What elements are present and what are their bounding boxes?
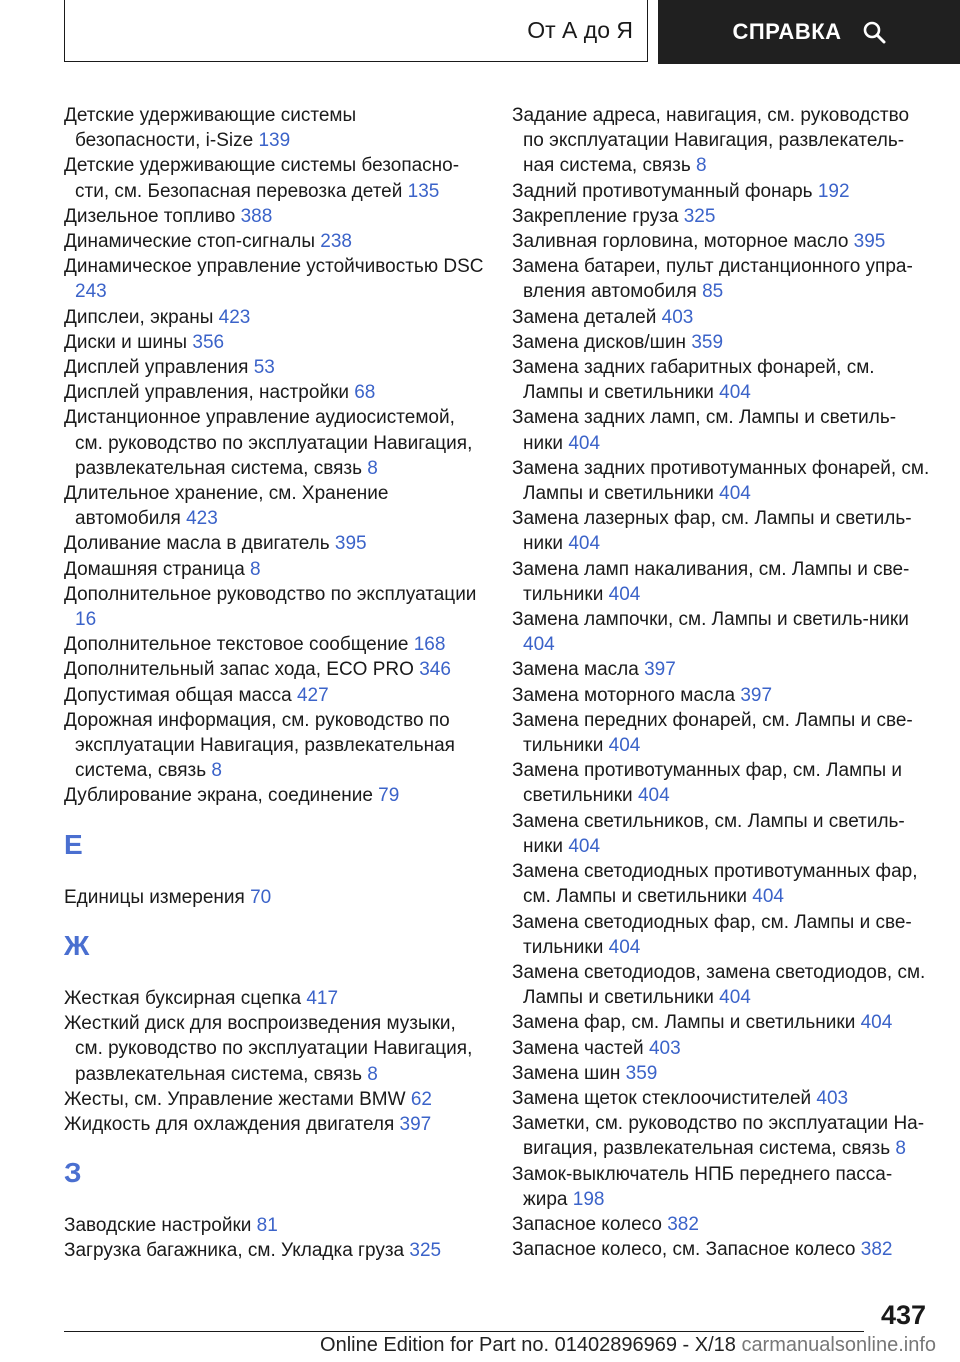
index-entry-text: Замена противотуманных фар, см. Лампы и светильники [512,760,902,807]
index-column-left [64,103,484,1264]
page-reference-link[interactable]: 53 [253,357,275,379]
index-entry [512,229,932,254]
index-entry [512,405,932,455]
index-entry-text: Жесткий диск для воспроизведения музыки, см. руководство по эксплуатации Навигация, развлекательная система, связь [64,1013,473,1085]
page-reference-link[interactable]: 404 [637,785,670,807]
index-entry [512,456,932,506]
index-entry-text: Замена деталей [512,306,662,328]
index-entry [64,683,484,708]
index-entry-text: Замена задних противотуманных фонарей, см. Лампы и светильники [512,457,930,505]
index-entry-text: Загрузка багажника, см. Укладка груза [64,1240,410,1262]
page-reference-link[interactable]: 62 [410,1088,432,1110]
index-entry-text: Заливная горловина, моторное масло [512,231,854,253]
index-entry [64,1238,484,1263]
index-entry [64,531,484,556]
index-entry [64,204,484,229]
index-entry-text: Замена задних габаритных фонарей, см. Лампы и светильники [512,357,875,404]
page-reference-link[interactable]: 403 [648,1037,681,1059]
index-entry [64,708,484,784]
page-reference-link[interactable]: 404 [608,936,641,958]
index-entry [64,229,484,254]
page-reference-link[interactable]: 382 [667,1213,699,1235]
index-entry-text: Заводские настройки [64,1215,257,1237]
index-entry [512,683,932,708]
page-reference-link[interactable]: 356 [192,331,225,353]
page-reference-link[interactable]: 359 [625,1062,658,1084]
page-reference-link[interactable]: 8 [895,1138,906,1160]
page-reference-link[interactable]: 135 [407,180,440,202]
index-entry-text: Заметки, см. руководство по эксплуатации На-вигация, развлекательная система, связь [512,1113,925,1160]
index-entry [512,859,932,909]
index-entry [512,657,932,682]
index-entry [512,254,932,304]
index-entry-text: Дипслеи, экраны [64,306,219,328]
page-reference-link[interactable]: 8 [367,457,378,479]
index-entry-text: Замена светодиодных противотуманных фар, см. Лампы и светильники [512,861,918,908]
index-entry-text: Замена частей [512,1037,649,1059]
index-entry-text: Замок-выключатель НПБ переднего пасса-жира [512,1163,893,1210]
index-entry [64,582,484,632]
index-entry [512,910,932,960]
index-entry-text: Динамические стоп-сигналы [64,231,321,253]
index-entry-text: Запасное колесо [512,1213,668,1235]
page-reference-link[interactable]: 404 [608,583,641,605]
footer-divider [64,1331,864,1332]
index-entry-text: Замена масла [512,659,645,681]
index-entry [512,1061,932,1086]
index-entry [64,103,484,153]
page-reference-link[interactable]: 8 [250,558,261,580]
page-reference-link[interactable]: 404 [523,634,555,656]
index-entry-text: Замена светодиодов, замена светодиодов, см. Лампы и светильники [512,961,926,1009]
index-entry [64,657,484,682]
index-entry-text: Замена фар, см. Лампы и светильники [512,1012,861,1034]
index-entry-text: Замена светильников, см. Лампы и светиль-ники [512,810,905,857]
index-entry-text: Детские удерживающие системы безопасно-сти, см. Безопасная перевозка детей [64,155,460,202]
index-entry-text: Замена батареи, пульт дистанционного упра-вления автомобиля [512,256,913,303]
index-entry-text: Дисплей управления, настройки [64,382,355,404]
section-letter: З [64,1157,82,1189]
index-entry-text: Дизельное топливо [64,205,241,227]
page-reference-link[interactable]: 346 [419,659,451,681]
page-reference-link[interactable]: 79 [378,785,400,807]
index-entry [512,1036,932,1061]
index-entry [512,809,932,859]
page-reference-link[interactable]: 243 [75,281,107,303]
page-reference-link[interactable]: 404 [719,382,751,404]
index-entry [64,986,484,1011]
page-reference-link[interactable]: 397 [644,659,676,681]
page-reference-link[interactable]: 198 [572,1188,605,1210]
index-entry [64,355,484,380]
index-entry [64,380,484,405]
index-entry [64,1087,484,1112]
index-entry-text: Жидкость для охлаждения двигателя [64,1113,400,1135]
page-reference-link[interactable]: 16 [75,609,97,631]
index-entry [512,758,932,808]
index-entry [64,153,484,203]
index-entry [64,1112,484,1137]
index-entry-text: Замена передних фонарей, см. Лампы и све-тильники [512,709,913,757]
page-reference-link[interactable]: 8 [696,155,707,177]
page-reference-link[interactable]: 397 [399,1113,432,1135]
index-entry [64,330,484,355]
index-entry [512,607,932,657]
page-reference-link[interactable]: 404 [719,483,751,505]
index-entry [512,330,932,355]
page-reference-link[interactable]: 359 [691,331,724,353]
index-entry-text: Длительное хранение, см. Хранение автомобиля [64,483,389,530]
index-entry-text: Домашняя страница [64,558,251,580]
index-entry [512,204,932,229]
page-number: 437 [880,1300,926,1330]
index-entry-text: Замена лампочки, см. Лампы и светиль-ники [512,609,909,631]
index-entry [512,1237,932,1262]
index-entry-text: Единицы измерения [64,886,251,908]
index-entry-text: Задний противотуманный фонарь [512,180,818,202]
index-entry [64,405,484,481]
index-entry [512,708,932,758]
index-entry-text: Задание адреса, навигация, см. руководство по эксплуатации Навигация, развлекатель-ная система, связь [512,105,910,177]
section-letter: Е [64,828,83,860]
tab-help-label: СПРАВКА [732,19,842,44]
page-reference-link[interactable]: 81 [256,1215,278,1237]
section-letter: Ж [64,929,90,961]
page-reference-link[interactable]: 404 [568,533,601,555]
page-reference-link[interactable]: 325 [409,1240,442,1262]
page-reference-link[interactable]: 404 [568,432,601,454]
index-entry [64,305,484,330]
page-reference-link[interactable]: 423 [186,508,218,530]
index-entry [512,1010,932,1035]
index-entry-text: Замена светодиодных фар, см. Лампы и све-тильники [512,911,912,958]
index-entry [64,557,484,582]
page-reference-link[interactable]: 404 [608,735,641,757]
index-entry-text: Дополнительное руководство по эксплуатации [64,583,477,605]
index-entry-text: Дополнительный запас хода, ECO PRO [64,659,420,681]
index-entry-text: Замена моторного масла [512,684,741,706]
index-entry [512,305,932,330]
index-entry-text: Дисплей управления [64,357,254,379]
footer [0,1334,960,1362]
tab-a-to-z-label: От А до Я [527,17,633,43]
index-entry [64,783,484,808]
page-reference-link[interactable]: 192 [817,180,850,202]
index-entry [512,506,932,556]
page-reference-link[interactable]: 395 [853,231,886,253]
page-reference-link[interactable]: 404 [752,886,784,908]
page-reference-link[interactable]: 325 [683,205,716,227]
footer-edition: Online Edition for Part no. 01402896969 - X/18 [320,1334,736,1356]
index-column-right [512,103,932,1262]
page-reference-link[interactable]: 8 [367,1063,378,1085]
page-reference-link[interactable]: 388 [240,205,273,227]
index-entry-text: Жесткая буксирная сцепка [64,987,307,1009]
page-reference-link[interactable]: 85 [702,281,724,303]
index-entry [512,103,932,179]
index-entry-text: Доливание масла в двигатель [64,533,335,555]
index-entry [512,557,932,607]
index-entry [64,1213,484,1238]
page-reference-link[interactable]: 404 [568,835,601,857]
index-entry [64,1011,484,1087]
page-reference-link[interactable]: 427 [296,684,329,706]
index-entry [512,1111,932,1161]
index-entry-text: Дорожная информация, см. руководство по эксплуатации Навигация, развлекательная система, связь [64,709,455,782]
index-entry-text: Замена шин [512,1062,626,1084]
page-reference-link[interactable]: 238 [320,231,352,253]
index-entry-text: Замена лазерных фар, см. Лампы и светиль-ники [512,508,912,555]
index-entry-text: Дополнительное текстовое сообщение [64,634,414,656]
footer-watermark: carmanualsonline.info [741,1334,936,1356]
page-reference-link[interactable]: 403 [661,306,694,328]
page-reference-link[interactable]: 139 [258,130,291,152]
index-entry [64,254,484,304]
tab-a-to-z[interactable] [64,0,648,62]
index-entry [512,1086,932,1111]
page-reference-link[interactable]: 70 [250,886,272,908]
header-tabs [64,0,960,64]
index-entry-text: Запасное колесо, см. Запасное колесо [512,1239,861,1261]
search-icon [862,20,886,44]
index-entry-text: Замена задних ламп, см. Лампы и светиль-ники [512,407,897,454]
index-entry [512,1212,932,1237]
index-entry-text: Закрепление груза [512,205,684,227]
index-entry [64,481,484,531]
page-reference-link[interactable]: 8 [211,760,222,782]
index-entry-text: Замена дисков/шин [512,331,692,353]
index-entry-text: Жесты, см. Управление жестами BMW [64,1088,411,1110]
page-reference-link[interactable]: 423 [218,306,251,328]
index-entry-text: Замена ламп накаливания, см. Лампы и све-тильники [512,558,910,605]
page-reference-link[interactable]: 404 [860,1012,893,1034]
page-reference-link[interactable]: 397 [740,684,773,706]
index-entry-text: Динамическое управление устойчивостью DSC [64,256,484,278]
index-entry-text: Диски и шины [64,331,193,353]
index-entry-text: Допустимая общая масса [64,684,297,706]
page-reference-link[interactable]: 168 [413,634,446,656]
index-entry [512,1162,932,1212]
page-reference-link[interactable]: 395 [334,533,367,555]
index-entry [64,885,484,910]
index-entry [512,355,932,405]
index-entry [64,632,484,657]
page-reference-link[interactable]: 417 [306,987,339,1009]
page-reference-link[interactable]: 68 [354,382,376,404]
page-reference-link[interactable]: 382 [860,1239,893,1261]
index-entry-text: Дистанционное управление аудиосистемой, см. руководство по эксплуатации Навигация, развлекательная система, связь [64,407,473,479]
index-entry [512,960,932,1010]
index-entry-text: Детские удерживающие системы безопасности, i-Size [64,105,357,152]
page-reference-link[interactable]: 403 [816,1087,849,1109]
tab-help[interactable] [658,0,960,64]
index-entry-text: Дублирование экрана, соединение [64,785,379,807]
page-reference-link[interactable]: 404 [719,987,751,1009]
index-entry [512,179,932,204]
index-entry-text: Замена щеток стеклоочистителей [512,1087,817,1109]
